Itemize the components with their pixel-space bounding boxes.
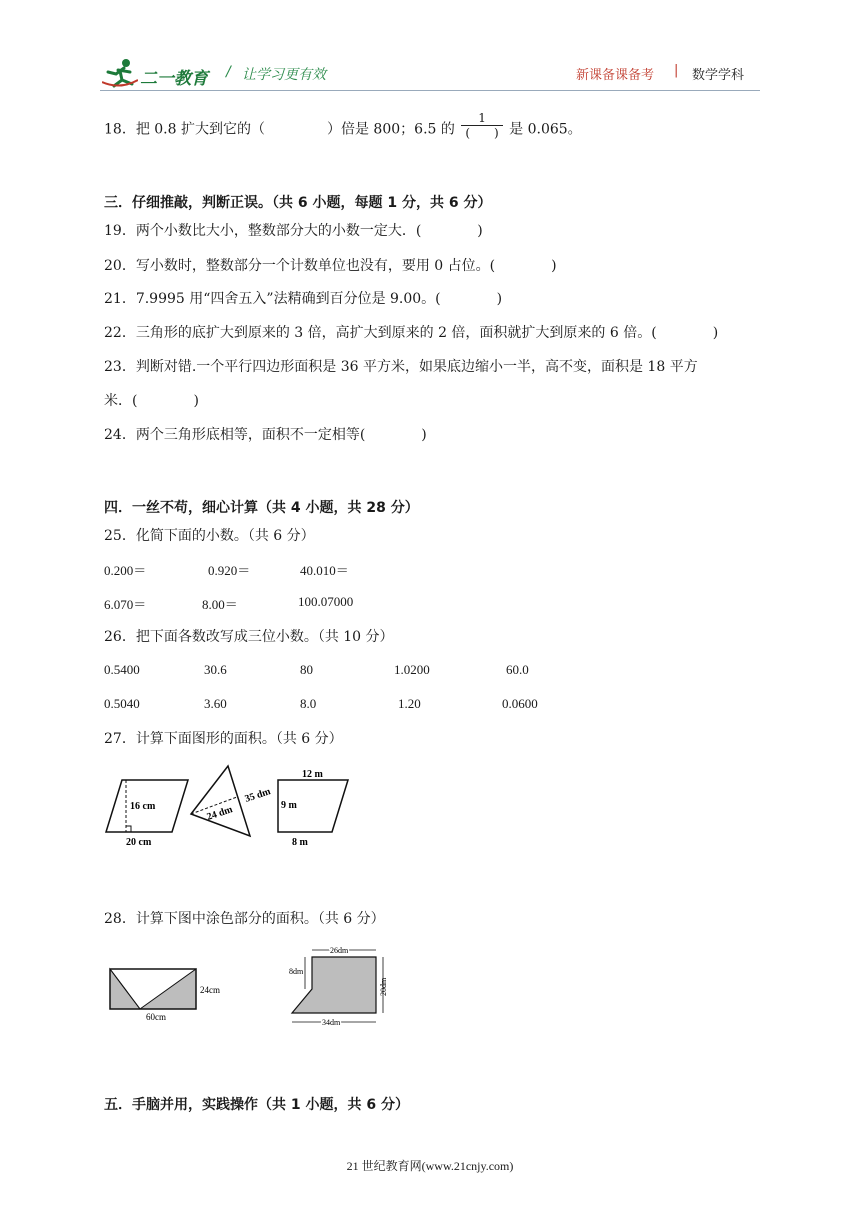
q26-item: 1.20 <box>398 696 421 711</box>
question-20: 20．写小数时，整数部分一个计数单位也没有，要用 0 占位。( ) <box>104 258 557 274</box>
section-5-title: 五．手脑并用，实践操作（共 1 小题，共 6 分） <box>104 1097 409 1113</box>
runner-logo-icon <box>102 58 138 88</box>
header-separator: | <box>674 63 679 78</box>
figure-28 <box>100 940 400 1032</box>
fig28-rect-width: 60cm <box>146 1012 166 1022</box>
q25-item: 6.070＝ <box>104 597 147 612</box>
q26-item: 0.5040 <box>104 696 140 711</box>
question-22: 22．三角形的底扩大到原来的 3 倍，高扩大到原来的 2 倍，面积就扩大到原来的 6 倍。( ) <box>104 325 719 341</box>
fig27-tri-base: 35 dm <box>243 786 273 805</box>
fig27-tri-height: 24 dm <box>205 804 235 823</box>
q18-text-b: ）倍是 800；6.5 的 <box>326 121 455 138</box>
q26-item: 0.5400 <box>104 662 140 677</box>
fig28-rect-height: 24cm <box>200 985 220 995</box>
q25-item: 8.00＝ <box>202 597 238 612</box>
triangle-shape <box>191 766 250 836</box>
q18-frac-den: ( ) <box>461 125 502 140</box>
right-angle-mark <box>126 826 131 832</box>
fig27-trap-height: 9 m <box>281 800 297 811</box>
question-28: 28．计算下图中涂色部分的面积。（共 6 分） <box>104 911 385 927</box>
header-course: 新课备课备考 <box>576 68 655 83</box>
fig27-trap-top: 12 m <box>302 769 323 780</box>
q25-item: 40.010＝ <box>300 563 349 578</box>
q26-item: 30.6 <box>204 662 227 677</box>
q26-item: 3.60 <box>204 696 227 711</box>
question-19: 19．两个小数比大小，整数部分大的小数一定大．( ) <box>104 223 483 239</box>
q25-item: 100.07000 <box>298 594 354 609</box>
question-27: 27．计算下面图形的面积。（共 6 分） <box>104 731 343 747</box>
question-26: 26．把下面各数改写成三位小数。（共 10 分） <box>104 629 394 645</box>
slogan-separator: / <box>226 64 231 80</box>
fig28-right: 20dm <box>379 977 388 996</box>
figure-27 <box>100 764 360 850</box>
header-rule <box>100 90 760 91</box>
q26-item: 0.0600 <box>502 696 538 711</box>
brand-name: 二一教育 <box>140 69 208 89</box>
question-23-line1: 23．判断对错.一个平行四边形面积是 36 平方米，如果底边缩小一半，高不变，面积是 18 平方 <box>104 359 698 375</box>
q25-item: 0.200＝ <box>104 563 147 578</box>
section-3-title: 三．仔细推敲，判断正误。（共 6 小题，每题 1 分，共 6 分） <box>104 195 492 211</box>
q26-item: 8.0 <box>300 696 317 711</box>
q26-item: 80 <box>300 662 313 677</box>
fig27-para-base: 20 cm <box>126 837 152 848</box>
section-4-title: 四．一丝不苟，细心计算（共 4 小题，共 28 分） <box>104 500 419 516</box>
q18-text-c: 是 0.065。 <box>509 121 582 138</box>
q26-item: 60.0 <box>506 662 529 677</box>
fig28-left: 8dm <box>289 967 304 976</box>
slogan: 让学习更有效 <box>242 67 326 83</box>
fig27-trap-bottom: 8 m <box>292 837 308 848</box>
header <box>100 56 760 90</box>
question-23-line2: 米．( ) <box>104 393 199 409</box>
footer: 21 世纪教育网(www.21cnjy.com) <box>346 1159 514 1173</box>
fig28-top: 26dm <box>330 946 349 955</box>
shaded-right-triangle <box>140 969 196 1009</box>
q18-fraction <box>461 111 502 140</box>
q18-text-a: 18．把 0.8 扩大到它的（ <box>104 121 265 138</box>
question-18 <box>104 111 582 144</box>
fig27-para-height: 16 cm <box>130 801 156 812</box>
question-24: 24．两个三角形底相等，面积不一定相等( ) <box>104 427 427 443</box>
fig28-bottom: 34dm <box>322 1018 341 1027</box>
q26-item: 1.0200 <box>394 662 430 677</box>
q25-item: 0.920＝ <box>208 563 251 578</box>
question-21: 21．7.9995 用“四舍五入”法精确到百分位是 9.00。( ) <box>104 291 503 307</box>
header-subject: 数学学科 <box>692 68 745 83</box>
question-25: 25．化简下面的小数。（共 6 分） <box>104 528 315 544</box>
q18-frac-num: 1 <box>478 111 486 125</box>
